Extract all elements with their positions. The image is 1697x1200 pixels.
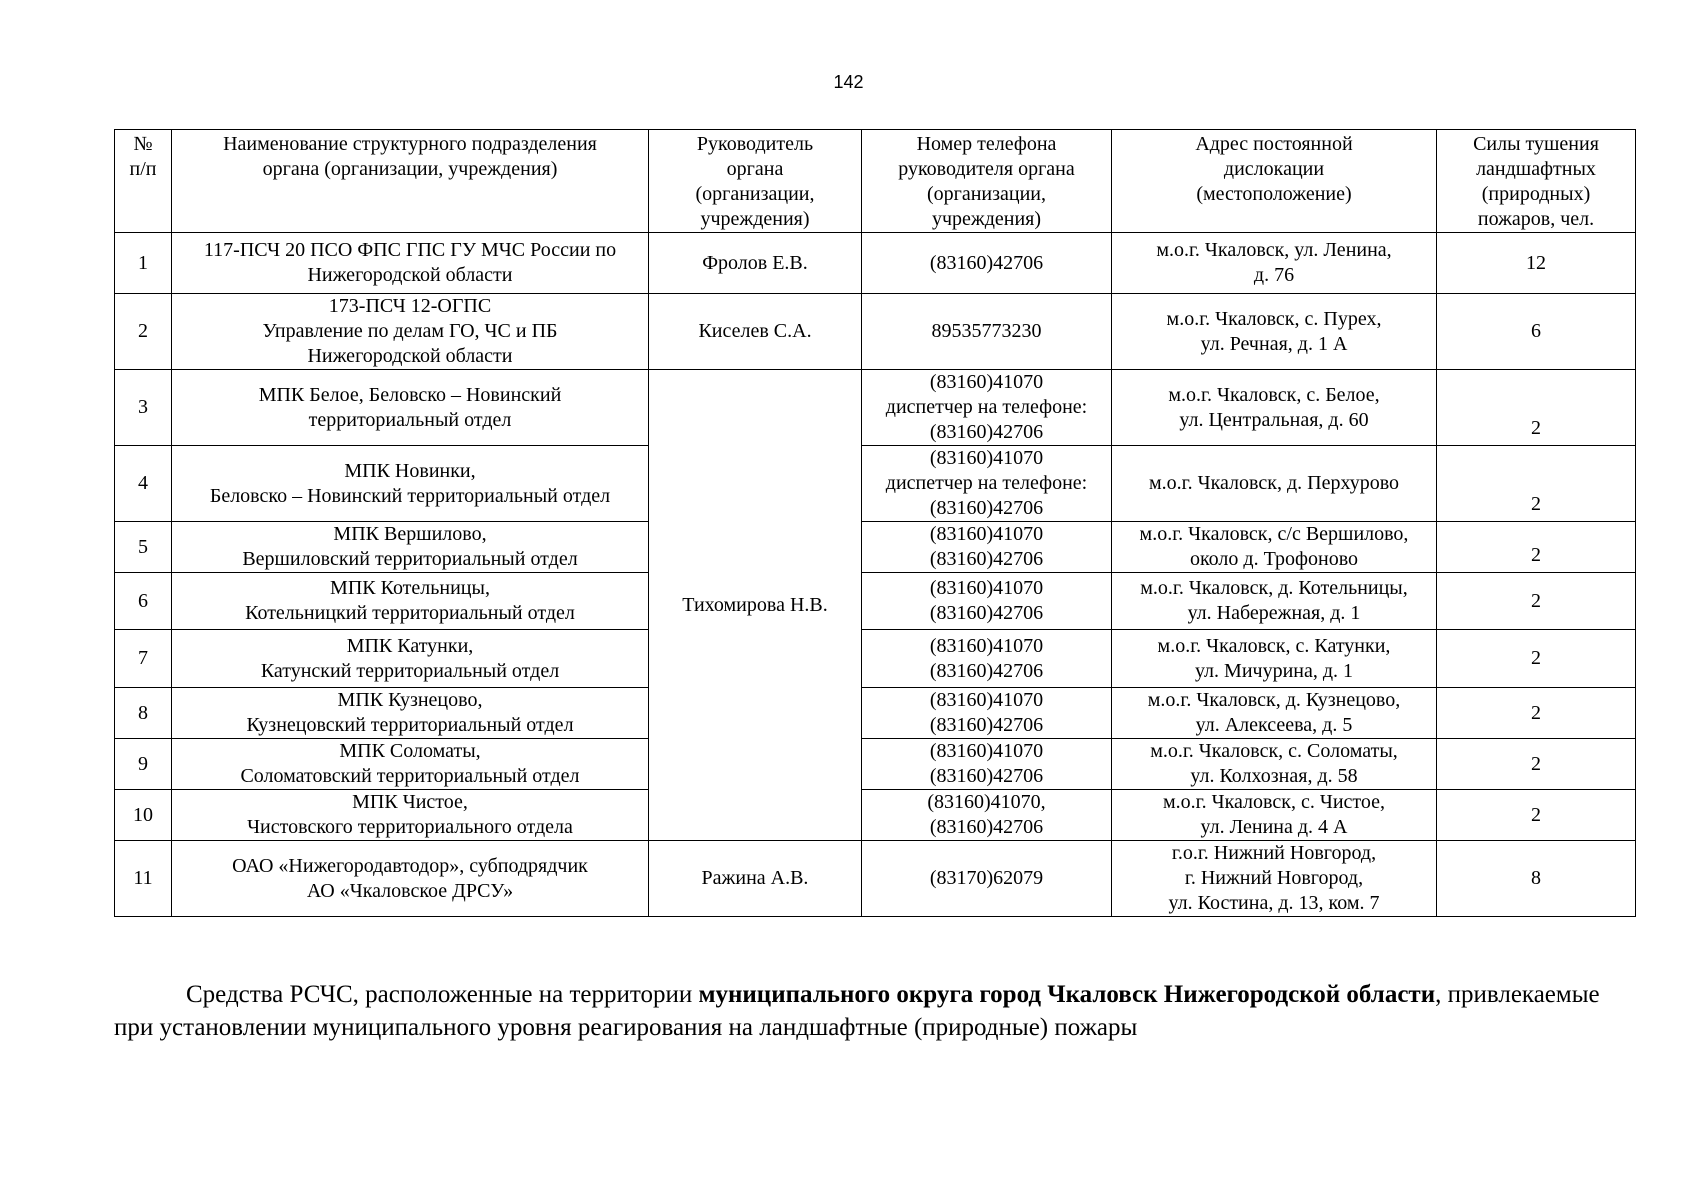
address-cell-line: ул. Костина, д. 13, ком. 7 <box>1168 892 1380 914</box>
phone-cell-line: 89535773230 <box>931 320 1042 342</box>
row-number-cell: 6 <box>115 573 172 630</box>
forces-cell: 8 <box>1437 841 1636 917</box>
unit-name-cell-line: Вершиловский территориальный отдел <box>242 548 578 570</box>
unit-name-cell-line: МПК Белое, Беловско – Новинский <box>258 383 562 406</box>
address-cell <box>1112 446 1437 522</box>
phone-cell <box>862 294 1112 370</box>
phone-cell-line: диспетчер на телефоне: <box>885 472 1088 494</box>
unit-name-cell <box>172 446 649 522</box>
address-cell <box>1112 294 1437 370</box>
header-row <box>115 130 1636 233</box>
paragraph-bold-municipality: муниципального округа город Чкаловск Нижегородской области <box>698 981 1436 1008</box>
address-cell-line: м.о.г. Чкаловск, ул. Ленина, <box>1156 239 1392 261</box>
unit-name-cell-line: МПК Соломаты, <box>339 740 481 762</box>
unit-name-cell <box>172 790 649 841</box>
address-cell-line: м.о.г. Чкаловск, с. Катунки, <box>1157 634 1391 657</box>
header-line: органа (организации, учреждения) <box>262 158 558 180</box>
header-line: дислокации <box>1223 158 1325 180</box>
header-num <box>115 130 172 233</box>
forces-cell: 2 <box>1437 446 1636 522</box>
unit-name-cell <box>172 370 649 446</box>
forces-cell: 2 <box>1437 688 1636 739</box>
unit-name-cell <box>172 841 649 917</box>
unit-name-cell <box>172 294 649 370</box>
unit-name-cell-line: МПК Котельницы, <box>330 577 490 599</box>
phone-cell-line: (83160)42706 <box>929 765 1044 787</box>
table-row <box>115 688 1636 739</box>
page-number: 142 <box>833 72 864 92</box>
unit-name-cell-line: МПК Кузнецово, <box>337 689 483 711</box>
unit-name-cell <box>172 688 649 739</box>
section-paragraph <box>114 978 1635 1044</box>
unit-name-cell-line: 173-ПСЧ 12-ОГПС <box>328 295 492 317</box>
unit-name-cell <box>172 739 649 790</box>
address-cell <box>1112 790 1437 841</box>
unit-name-cell <box>172 233 649 294</box>
address-cell <box>1112 841 1437 917</box>
row-number-cell: 3 <box>115 370 172 446</box>
head-cell: Тихомирова Н.В. <box>649 370 862 841</box>
unit-name-cell-line: Котельницкий территориальный отдел <box>245 602 575 624</box>
header-line: органа <box>726 158 784 180</box>
header-line: Номер телефона <box>916 133 1057 155</box>
address-cell <box>1112 630 1437 688</box>
unit-name-cell-line: территориальный отдел <box>308 408 512 431</box>
phone-cell <box>862 446 1112 522</box>
header-name <box>172 130 649 233</box>
unit-name-cell-line: АО «Чкаловское ДРСУ» <box>306 879 514 902</box>
address-cell-line: м.о.г. Чкаловск, д. Перхурово <box>1148 472 1399 494</box>
header-line: (природных) <box>1481 183 1591 205</box>
table-row <box>115 790 1636 841</box>
unit-name-cell-line: Нижегородской области <box>307 345 513 367</box>
address-cell <box>1112 688 1437 739</box>
row-number-cell: 7 <box>115 630 172 688</box>
paragraph-text-end: , привлекаемые при установлении муниципального уровня реагирования на ландшафтные (природные) пожары <box>114 981 1600 1041</box>
phone-cell-line: (83160)41070 <box>929 447 1044 469</box>
address-cell-line: д. 76 <box>1253 264 1295 286</box>
address-cell-line: м.о.г. Чкаловск, д. Котельницы, <box>1140 577 1408 599</box>
address-cell <box>1112 573 1437 630</box>
address-cell-line: около д. Трофоново <box>1189 548 1359 570</box>
phone-cell-line: (83160)42706 <box>929 816 1044 838</box>
header-line: Силы тушения <box>1473 133 1599 155</box>
row-number-cell: 11 <box>115 841 172 917</box>
forces-cell: 6 <box>1437 294 1636 370</box>
head-cell: Ражина А.В. <box>649 841 862 917</box>
header-line: п/п <box>129 158 157 180</box>
address-cell-line: ул. Ленина д. 4 А <box>1200 816 1348 838</box>
unit-name-cell-line: Беловско – Новинский территориальный отдел <box>209 484 611 507</box>
row-number-cell: 9 <box>115 739 172 790</box>
header-forces <box>1437 130 1636 233</box>
address-cell-line: м.о.г. Чкаловск, с/с Вершилово, <box>1139 523 1409 545</box>
head-cell: Фролов Е.В. <box>649 233 862 294</box>
address-cell-line: м.о.г. Чкаловск, с. Соломаты, <box>1150 740 1398 762</box>
address-cell <box>1112 370 1437 446</box>
phone-cell <box>862 790 1112 841</box>
header-address <box>1112 130 1437 233</box>
address-cell-line: м.о.г. Чкаловск, с. Белое, <box>1168 383 1380 406</box>
header-line: Адрес постоянной <box>1195 133 1353 155</box>
phone-cell <box>862 573 1112 630</box>
header-phone <box>862 130 1112 233</box>
unit-name-cell-line: МПК Новинки, <box>344 459 476 482</box>
unit-name-cell-line: Соломатовский территориальный отдел <box>240 765 580 787</box>
phone-cell <box>862 233 1112 294</box>
forces-cell: 12 <box>1437 233 1636 294</box>
table-row <box>115 294 1636 370</box>
head-cell: Киселев С.А. <box>649 294 862 370</box>
unit-name-cell-line: ОАО «Нижегородавтодор», субподрядчик <box>232 854 588 877</box>
phone-cell-line: (83160)42706 <box>929 659 1044 682</box>
row-number-cell: 4 <box>115 446 172 522</box>
row-number-cell: 1 <box>115 233 172 294</box>
phone-cell-line: (83160)42706 <box>929 548 1044 570</box>
unit-name-cell-line: Катунский территориальный отдел <box>260 659 560 682</box>
header-line: руководителя органа <box>898 158 1075 180</box>
header-line: учреждения) <box>931 208 1042 230</box>
phone-cell-line: (83160)41070 <box>929 740 1044 762</box>
address-cell <box>1112 233 1437 294</box>
table-row <box>115 233 1636 294</box>
phone-cell-line: диспетчер на телефоне: <box>885 396 1088 418</box>
forces-cell: 2 <box>1437 522 1636 573</box>
table-row <box>115 841 1636 917</box>
table-row <box>115 370 1636 446</box>
table-row <box>115 739 1636 790</box>
forces-cell: 2 <box>1437 573 1636 630</box>
table-row <box>115 522 1636 573</box>
phone-cell <box>862 522 1112 573</box>
unit-name-cell-line: Чистовского территориального отдела <box>247 816 573 838</box>
unit-name-cell-line: Кузнецовский территориальный отдел <box>246 714 574 736</box>
header-line: (организации, <box>695 183 815 205</box>
header-head <box>649 130 862 233</box>
table-header <box>115 130 1636 233</box>
table-body <box>115 233 1636 917</box>
phone-cell-line: (83160)42706 <box>929 497 1044 519</box>
phone-cell <box>862 739 1112 790</box>
unit-name-cell-line: МПК Катунки, <box>346 634 474 657</box>
address-cell-line: ул. Речная, д. 1 А <box>1200 332 1348 355</box>
phone-cell-line: (83170)62079 <box>929 867 1044 889</box>
phone-cell-line: (83160)41070 <box>929 689 1044 711</box>
unit-name-cell <box>172 522 649 573</box>
table-row <box>115 573 1636 630</box>
address-cell-line: ул. Колхозная, д. 58 <box>1190 765 1358 787</box>
address-cell-line: ул. Алексеева, д. 5 <box>1195 714 1353 736</box>
forces-cell: 2 <box>1437 739 1636 790</box>
rschs-forces-table <box>114 129 1636 917</box>
phone-cell <box>862 841 1112 917</box>
phone-cell-line: (83160)41070 <box>929 634 1044 657</box>
phone-cell-line: (83160)41070 <box>929 371 1044 393</box>
address-cell <box>1112 522 1437 573</box>
header-line: (местоположение) <box>1196 183 1352 205</box>
header-line: Наименование структурного подразделения <box>223 133 597 155</box>
row-number-cell: 5 <box>115 522 172 573</box>
phone-cell-line: (83160)42706 <box>929 602 1044 624</box>
header-line: (организации, <box>926 183 1047 205</box>
forces-cell: 2 <box>1437 370 1636 446</box>
phone-cell-line: (83160)41070, <box>927 791 1046 813</box>
unit-name-cell <box>172 573 649 630</box>
phone-cell <box>862 630 1112 688</box>
unit-name-cell <box>172 630 649 688</box>
phone-cell-line: (83160)42706 <box>929 251 1044 274</box>
address-cell-line: ул. Мичурина, д. 1 <box>1194 659 1354 682</box>
address-cell-line: ул. Центральная, д. 60 <box>1179 408 1369 431</box>
header-line: № <box>133 133 153 155</box>
address-cell-line: г.о.г. Нижний Новгород, <box>1171 842 1377 864</box>
table-row <box>115 446 1636 522</box>
unit-name-cell-line: МПК Вершилово, <box>333 523 487 545</box>
phone-cell <box>862 370 1112 446</box>
paragraph-text-start: Средства РСЧС, расположенные на территории <box>186 981 699 1008</box>
phone-cell-line: (83160)41070 <box>929 577 1044 599</box>
phone-cell-line: (83160)41070 <box>929 523 1044 545</box>
header-line: ландшафтных <box>1476 158 1596 180</box>
header-line: учреждения) <box>700 208 810 230</box>
row-number-cell: 8 <box>115 688 172 739</box>
row-number-cell: 2 <box>115 294 172 370</box>
unit-name-cell-line: 117-ПСЧ 20 ПСО ФПС ГПС ГУ МЧС России по <box>203 239 617 261</box>
phone-cell-line: (83160)42706 <box>929 421 1044 443</box>
address-cell-line: ул. Набережная, д. 1 <box>1187 602 1361 624</box>
address-cell-line: м.о.г. Чкаловск, д. Кузнецово, <box>1147 689 1401 711</box>
unit-name-cell-line: Управление по делам ГО, ЧС и ПБ <box>262 320 558 342</box>
address-cell-line: м.о.г. Чкаловск, с. Пурех, <box>1166 307 1382 330</box>
header-line: Руководитель <box>696 133 814 155</box>
forces-cell: 2 <box>1437 790 1636 841</box>
address-cell-line: г. Нижний Новгород, <box>1184 867 1364 889</box>
address-cell <box>1112 739 1437 790</box>
phone-cell <box>862 688 1112 739</box>
forces-cell: 2 <box>1437 630 1636 688</box>
address-cell-line: м.о.г. Чкаловск, с. Чистое, <box>1162 791 1386 813</box>
table-row <box>115 630 1636 688</box>
phone-cell-line: (83160)42706 <box>929 714 1044 736</box>
header-line: пожаров, чел. <box>1477 208 1595 230</box>
row-number-cell: 10 <box>115 790 172 841</box>
unit-name-cell-line: МПК Чистое, <box>352 791 468 813</box>
unit-name-cell-line: Нижегородской области <box>307 264 513 286</box>
